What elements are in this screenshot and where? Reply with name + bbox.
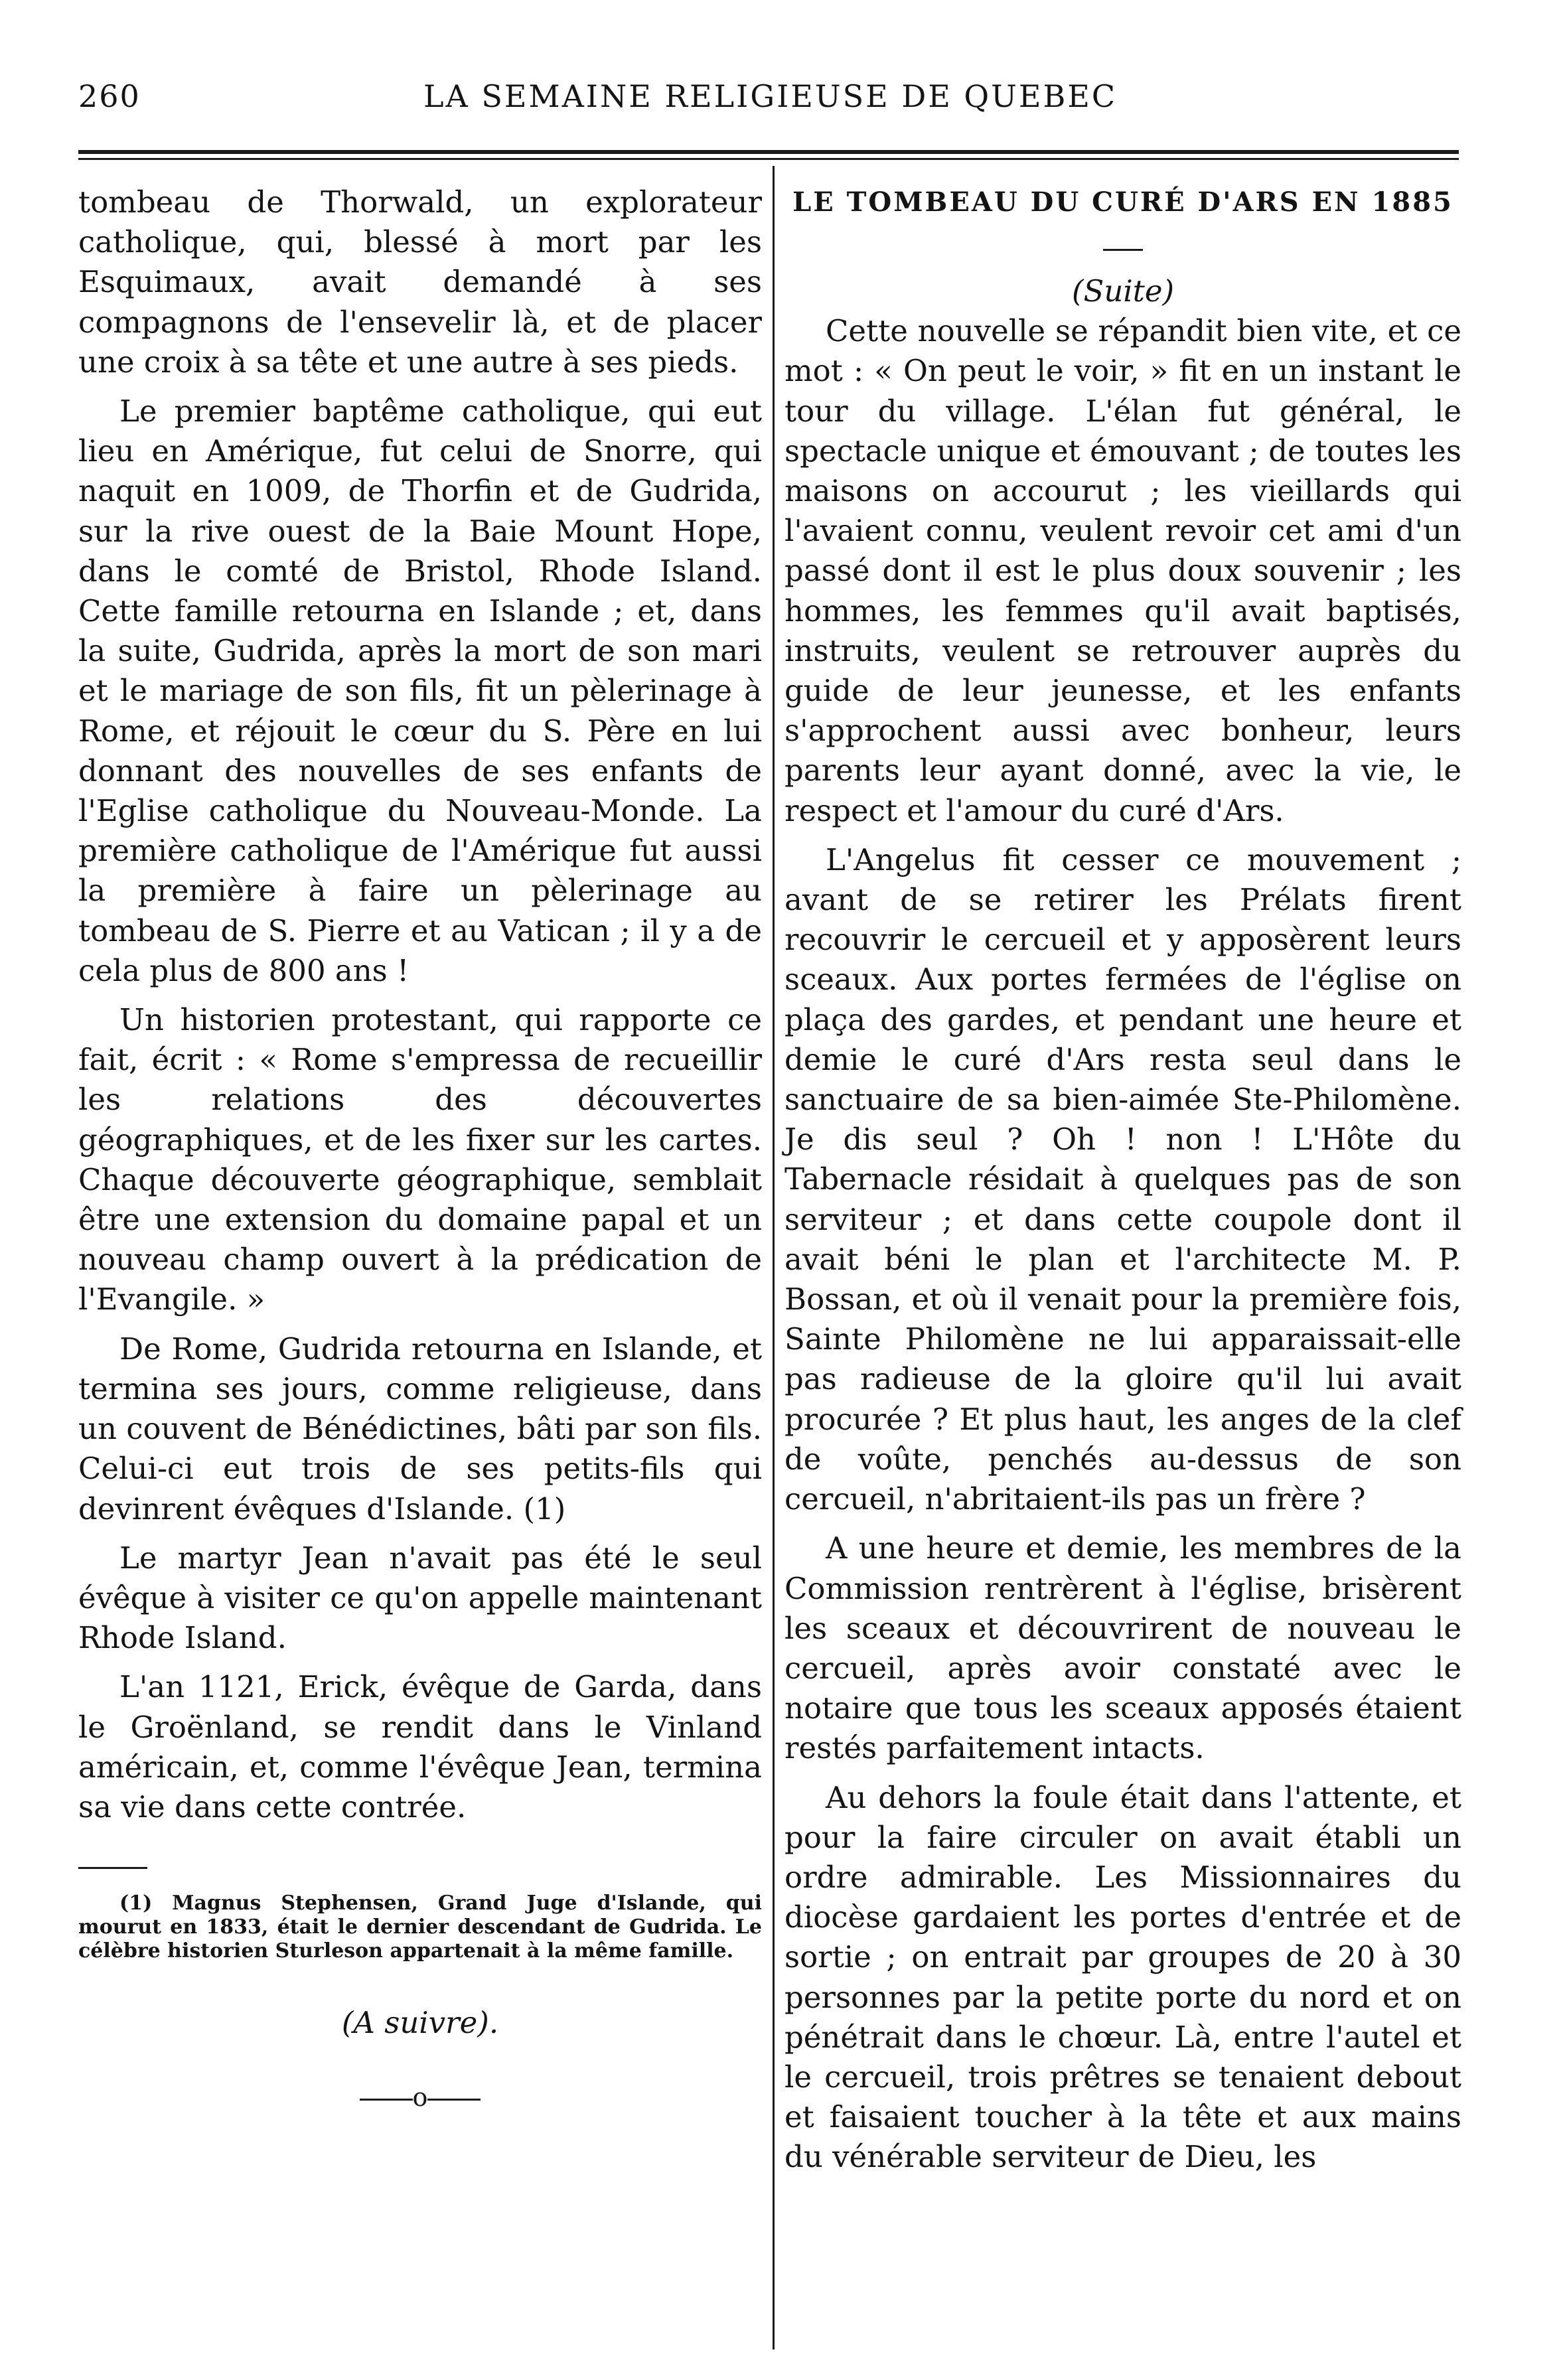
running-title: LA SEMAINE RELIGIEUSE DE QUEBEC [423,78,1118,114]
title-dash [784,228,1461,267]
left-paragraph-1: tombeau de Thorwald, un explorateur catholique, qui, blessé à mort par les Esquimaux, avait demandé à ses compagnons de l'ensevelir là, et de placer une croix à sa tête et une autre à ses pieds. [78,185,762,380]
header-rule-thin [78,158,1459,160]
left-paragraph-3: Un historien protestant, qui rapporte ce fait, écrit : « Rome s'empressa de recueillir les relations des découvertes géographiques, et de les fixer sur les cartes. Chaque découverte géographique, semblait être une extension du domaine papal et un nouveau champ ouvert à la prédication de l'Evangile. » [78,1002,762,1317]
right-paragraph-3: A une heure et demie, les membres de la Commission rentrèrent à l'église, brisèrent les sceaux et découvrirent de nouveau le cercueil, après avoir constaté avec le notaire que tous les sceaux apposés étaient restés parfaitement intacts. [784,1530,1461,1766]
left-paragraph-5: Le martyr Jean n'avait pas été le seul évêque à visiter ce qu'on appelle maintenant Rhode Island. [78,1540,762,1656]
left-paragraph-4: De Rome, Gudrida retourna en Islande, et termina ses jours, comme religieuse, dans un couvent de Bénédictines, bâti par son fils. Celui-ci eut trois de ses petits-fils qui devinrent évêques d'Islande. (1) [78,1331,762,1526]
right-column [784,183,1461,2187]
to-be-continued: (A suivre). [341,2005,499,2041]
end-mark [78,2077,762,2117]
left-column [78,183,762,2118]
end-mark-glyph: o [412,2083,428,2113]
end-mark-line-left [360,2099,413,2101]
header-rule-thick [78,150,1459,154]
article-title: LE TOMBEAU DU CURÉ D'ARS EN 1885 [792,186,1453,218]
column-divider [773,166,775,2349]
end-mark-line-right [427,2099,481,2101]
right-paragraph-2: L'Angelus fit cesser ce mouvement ; avant de se retirer les Prélats firent recouvrir le cercueil et y apposèrent leurs sceaux. Aux portes fermées de l'église on plaça des gardes, et pendant une heure et demie le curé d'Ars resta seul dans le sanctuaire de sa bien-aimée Ste-Philomène. Je dis seul ? Oh ! non ! L'Hôte du Tabernacle résidait à quelques pas de son serviteur ; et dans cette coupole dont il avait béni le plan et l'architecte M. P. Bossan, et où il venait pour la première fois, Sainte Philomène ne lui apparaissait-elle pas radieuse de la gloire qu'il lui avait procurée ? Et plus haut, les anges de la clef de voûte, penchés au-dessus de son cercueil, n'abritaient-ils pas un frère ? [784,842,1461,1517]
footnote-rule [78,1867,147,1869]
page-header [78,78,1459,134]
right-paragraph-4: Au dehors la foule était dans l'attente, et pour la faire circuler on avait établi un ordre admirable. Les Missionnaires du diocèse gardaient les portes d'entrée et de sortie ; on entrait par groupes de 20 à 30 personnes par la petite porte du nord et on pénétrait dans le chœur. Là, entre l'autel et le cercueil, trois prêtres se tenaient debout et faisaient toucher à la tête et aux mains du vénérable serviteur de Dieu, les [784,1779,1461,2175]
left-paragraph-6: L'an 1121, Erick, évêque de Garda, dans le Groënland, se rendit dans le Vinland américain, et, comme l'évêque Jean, termina sa vie dans cette contrée. [78,1669,762,1824]
page-number: 260 [78,78,141,114]
left-paragraph-2: Le premier baptême catholique, qui eut lieu en Amérique, fut celui de Snorre, qui naquit en 1009, de Thorfin et de Gudrida, sur la rive ouest de la Baie Mount Hope, dans le comté de Bristol, Rhode Island. Cette famille retourna en Islande ; et, dans la suite, Gudrida, après la mort de son mari et le mariage de son fils, fit un pèlerinage à Rome, et réjouit le cœur du S. Père en lui donnant des nouvelles de ses enfants de l'Eglise catholique du Nouveau-Monde. La première catholique de l'Amérique fut aussi la première à faire un pèlerinage au tombeau de S. Pierre et au Vatican ; il y a de cela plus de 800 ans ! [78,394,762,988]
right-paragraph-1: Cette nouvelle se répandit bien vite, et ce mot : « On peut le voir, » fit en un instant le tour du village. L'élan fut général, le spectacle unique et émouvant ; de toutes les maisons on accourut ; les vieillards qui l'avaient connu, veulent revoir cet ami d'un passé dont il est le plus doux souvenir ; les hommes, les femmes qu'il avait baptisés, instruits, veulent se retrouver auprès du guide de leur jeunesse, et les enfants s'approchent aussi avec bonheur, leurs parents leur ayant donné, avec la vie, le respect et l'amour du curé d'Ars. [784,313,1461,828]
article-subtitle: (Suite) [1071,273,1175,309]
footnote: (1) Magnus Stephensen, Grand Juge d'Islande, qui mourut en 1833, était le dernier descendant de Gudrida. Le célèbre historien Sturleson appartenait à la même famille. [78,1892,762,1963]
